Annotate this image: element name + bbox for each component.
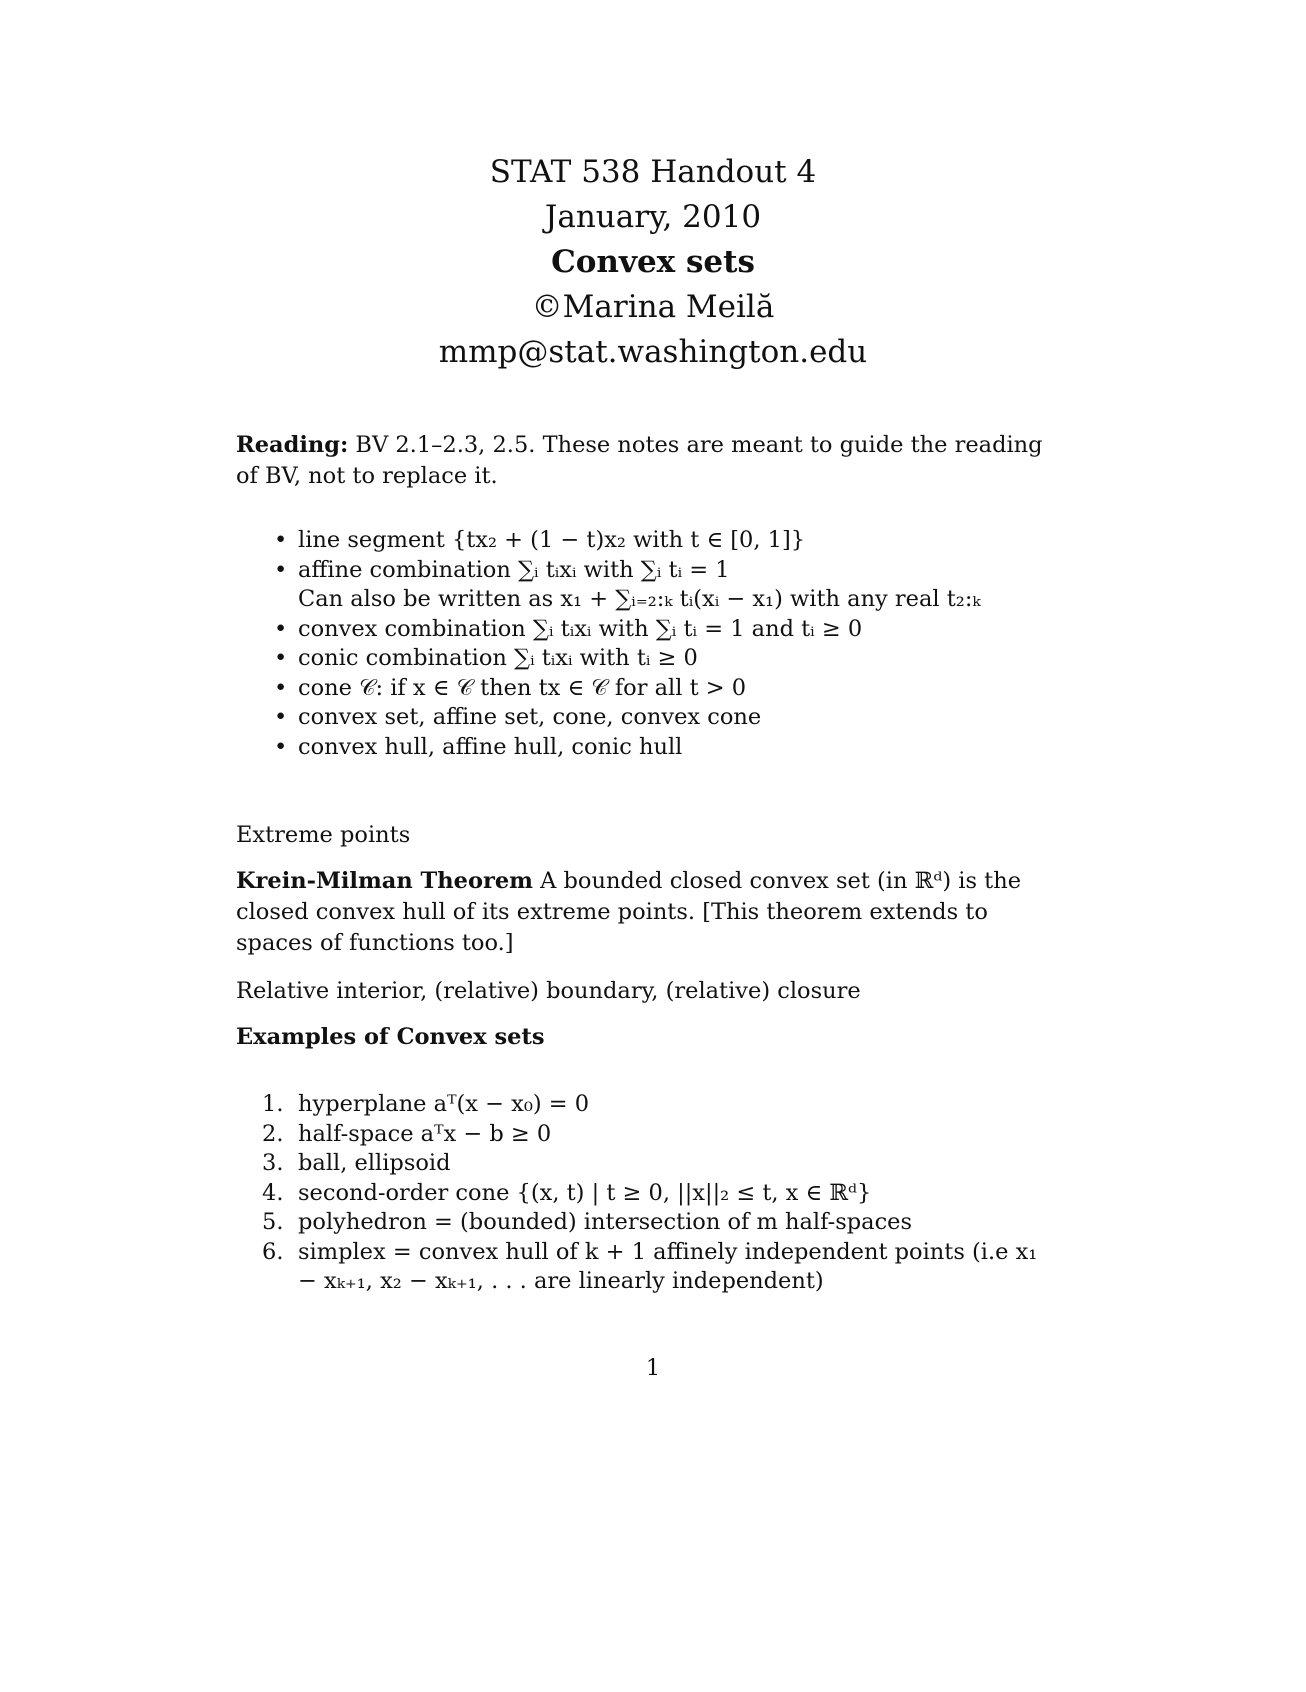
- list-item: • convex hull, affine hull, conic hull: [236, 733, 1062, 763]
- list-item: • convex set, affine set, cone, convex cone: [236, 703, 1062, 733]
- list-item: 4. second-order cone {(x, t) | t ≥ 0, ||x||₂ ≤ t, x ∈ ℝᵈ}: [262, 1179, 872, 1206]
- course-title: STAT 538 Handout 4: [489, 154, 817, 190]
- theorem-text: A bounded closed convex set (in ℝᵈ) is the closed convex hull of its extreme points. [This theorem extends to spaces of functions too.]: [236, 868, 1022, 956]
- affine-note: Can also be written as x₁ + ∑ᵢ₌₂:ₖ tᵢ(xᵢ − x₁) with any real t₂:ₖ: [298, 586, 981, 612]
- theorem-paragraph: [236, 866, 1062, 959]
- title-block: [0, 150, 1306, 375]
- bullet-icon: •: [274, 645, 288, 671]
- author-email: mmp@stat.washington.edu: [438, 334, 868, 370]
- bullet-icon: •: [274, 527, 288, 553]
- author-name: ©Marina Meilă: [531, 289, 775, 325]
- handout-date: January, 2010: [544, 199, 762, 235]
- list-item: • affine combination ∑ᵢ tᵢxᵢ with ∑ᵢ tᵢ = 1 Can also be written as x₁ + ∑ᵢ₌₂:ₖ tᵢ(xᵢ − x₁) with any real t₂:ₖ: [274, 556, 981, 612]
- list-item: • conic combination ∑ᵢ tᵢxᵢ with tᵢ ≥ 0: [236, 644, 1062, 674]
- list-item: 3. ball, ellipsoid: [262, 1150, 451, 1176]
- bullet-icon: •: [274, 733, 288, 760]
- bullet-icon: •: [274, 615, 288, 642]
- examples-heading: Examples of Convex sets: [236, 1024, 545, 1050]
- theorem-title: Krein-Milman Theorem: [236, 868, 533, 894]
- list-item: 6. simplex = convex hull of k + 1 affinely independent points (i.e x₁ − xₖ₊₁, x₂ − xₖ₊₁, . . . are linearly independent): [262, 1238, 1038, 1294]
- reading-label: Reading:: [236, 432, 349, 458]
- bullet-icon: •: [274, 674, 288, 701]
- list-item: 1. hyperplane aᵀ(x − x₀) = 0: [262, 1091, 590, 1117]
- extreme-points-line: Extreme points: [236, 822, 411, 848]
- list-item: 2. half-space aᵀx − b ≥ 0: [262, 1120, 552, 1147]
- relative-line: Relative interior, (relative) boundary, (relative) closure: [236, 978, 861, 1004]
- bullet-icon: •: [274, 556, 288, 583]
- reading-paragraph: [236, 430, 1062, 492]
- list-item: • line segment {tx₂ + (1 − t)x₂ with t ∈ [0, 1]}: [236, 526, 1062, 556]
- bullet-icon: •: [274, 704, 288, 730]
- topic-title: Convex sets: [551, 244, 755, 280]
- list-item: • cone 𝒞: if x ∈ 𝒞 then tx ∈ 𝒞 for all t > 0: [236, 674, 1062, 704]
- examples-list: [236, 1090, 1062, 1297]
- definitions-list: [236, 526, 1062, 762]
- reading-text: BV 2.1–2.3, 2.5. These notes are meant to guide the reading of BV, not to replace it.: [236, 432, 1043, 489]
- page-number: 1: [645, 1355, 661, 1381]
- list-item: 5. polyhedron = (bounded) intersection of m half-spaces: [262, 1209, 913, 1235]
- list-item: • convex combination ∑ᵢ tᵢxᵢ with ∑ᵢ tᵢ = 1 and tᵢ ≥ 0: [236, 615, 1062, 645]
